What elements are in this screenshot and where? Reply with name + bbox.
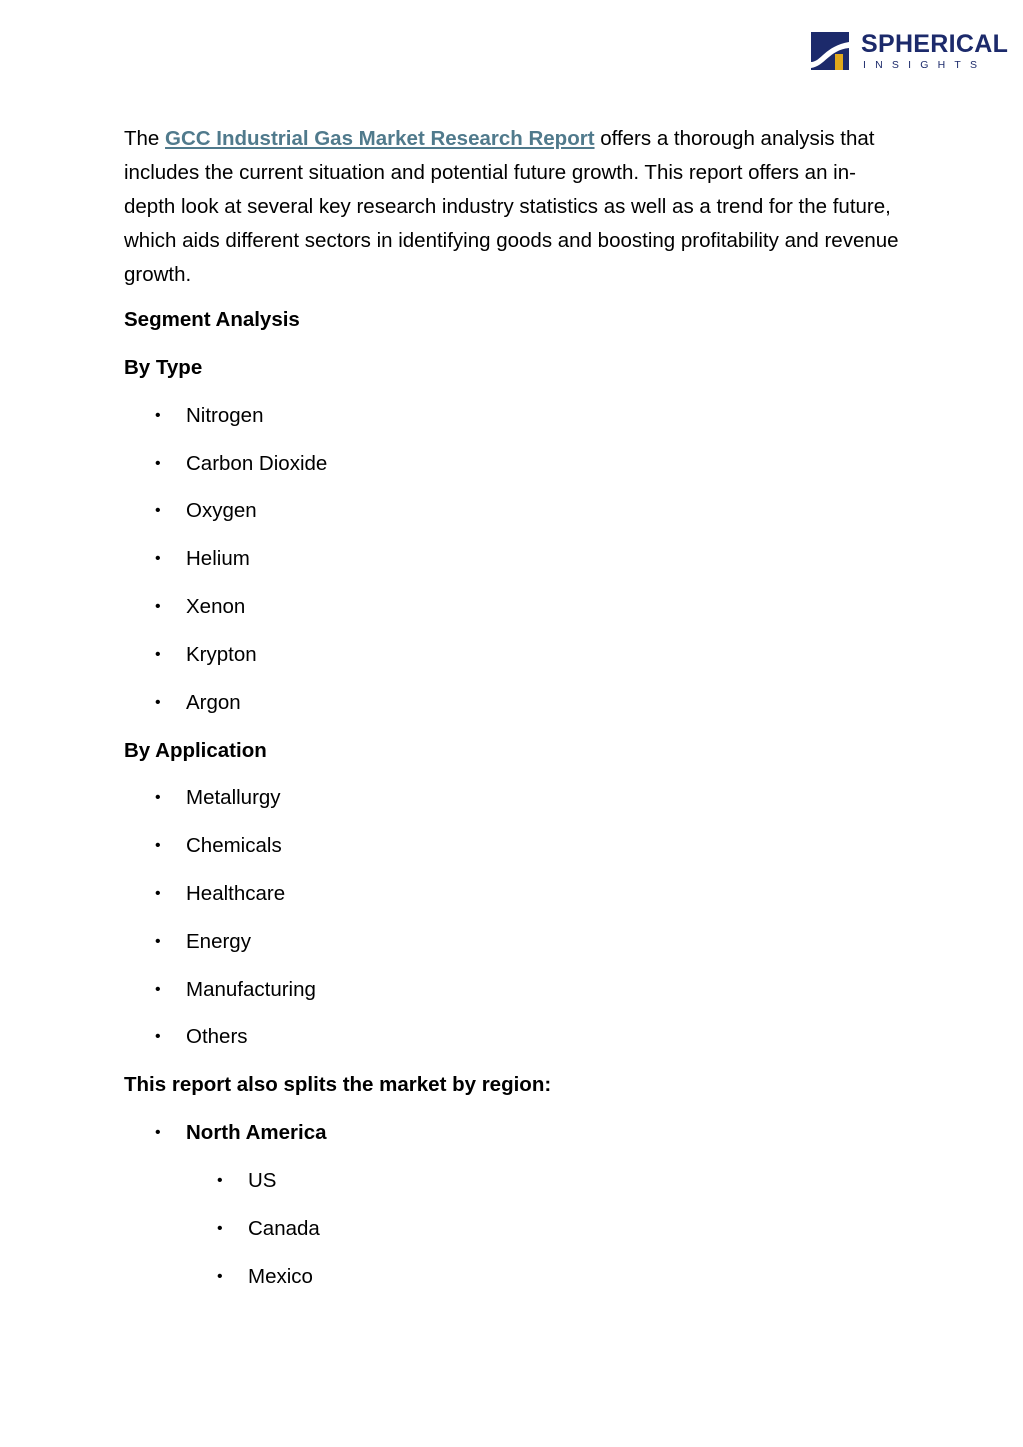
list-item: • Others <box>124 1023 904 1051</box>
list-item: • Chemicals <box>124 832 904 860</box>
bullet-icon: • <box>155 980 161 998</box>
bullet-icon: • <box>155 693 161 711</box>
list-item: • Energy <box>124 928 904 956</box>
logo-tagline: INSIGHTS <box>863 59 987 71</box>
bullet-icon: • <box>155 1028 161 1046</box>
spherical-insights-logo <box>811 30 1009 74</box>
list-item: • Metallurgy <box>124 784 904 812</box>
bullet-icon: • <box>155 406 161 424</box>
logo-wordmark: SPHERICAL <box>861 30 1009 58</box>
intro-prefix: The <box>124 127 166 150</box>
document-body <box>124 122 904 1291</box>
list-item: • Mexico <box>124 1263 904 1291</box>
bullet-icon: • <box>155 550 161 568</box>
intro-suffix: offers a thorough analysis that includes the current situation and potential future growth. This report offers an in-depth look at several key research industry statistics as well as a trend for the future, which aids different sectors in identifying goods and boosting profitability and revenue growth. <box>124 127 899 286</box>
list-item: • Xenon <box>124 593 904 621</box>
bullet-icon: • <box>155 502 161 520</box>
list-item: • Carbon Dioxide <box>124 450 904 478</box>
list-item: • Krypton <box>124 641 904 669</box>
region-list <box>124 1119 904 1147</box>
bullet-icon: • <box>155 932 161 950</box>
logo-mark-icon <box>811 32 849 70</box>
list-item: • Canada <box>124 1215 904 1243</box>
intro-paragraph <box>124 122 904 292</box>
list-item: • US <box>124 1167 904 1195</box>
bullet-icon: • <box>155 837 161 855</box>
list-item: • Nitrogen <box>124 402 904 430</box>
bullet-icon: • <box>155 789 161 807</box>
bullet-icon: • <box>155 645 161 663</box>
bullet-icon: • <box>155 1124 161 1142</box>
type-list <box>124 402 904 717</box>
region-heading: This report also splits the market by region: <box>124 1073 552 1097</box>
bullet-icon: • <box>155 454 161 472</box>
list-item: • Argon <box>124 689 904 717</box>
country-list <box>124 1167 904 1291</box>
report-link[interactable]: GCC Industrial Gas Market Research Report <box>165 127 595 150</box>
list-item: • Oxygen <box>124 497 904 525</box>
list-item: • Manufacturing <box>124 976 904 1004</box>
by-application-heading: By Application <box>124 738 267 762</box>
bullet-icon: • <box>217 1267 223 1285</box>
bullet-icon: • <box>155 884 161 902</box>
region-group-item: • North America <box>124 1119 904 1147</box>
by-type-heading: By Type <box>124 356 203 379</box>
list-item: • Helium <box>124 545 904 573</box>
bullet-icon: • <box>217 1219 223 1237</box>
bullet-icon: • <box>217 1171 223 1189</box>
list-item: • Healthcare <box>124 880 904 908</box>
segment-analysis-heading: Segment Analysis <box>124 308 300 331</box>
application-list <box>124 784 904 1051</box>
bullet-icon: • <box>155 597 161 615</box>
